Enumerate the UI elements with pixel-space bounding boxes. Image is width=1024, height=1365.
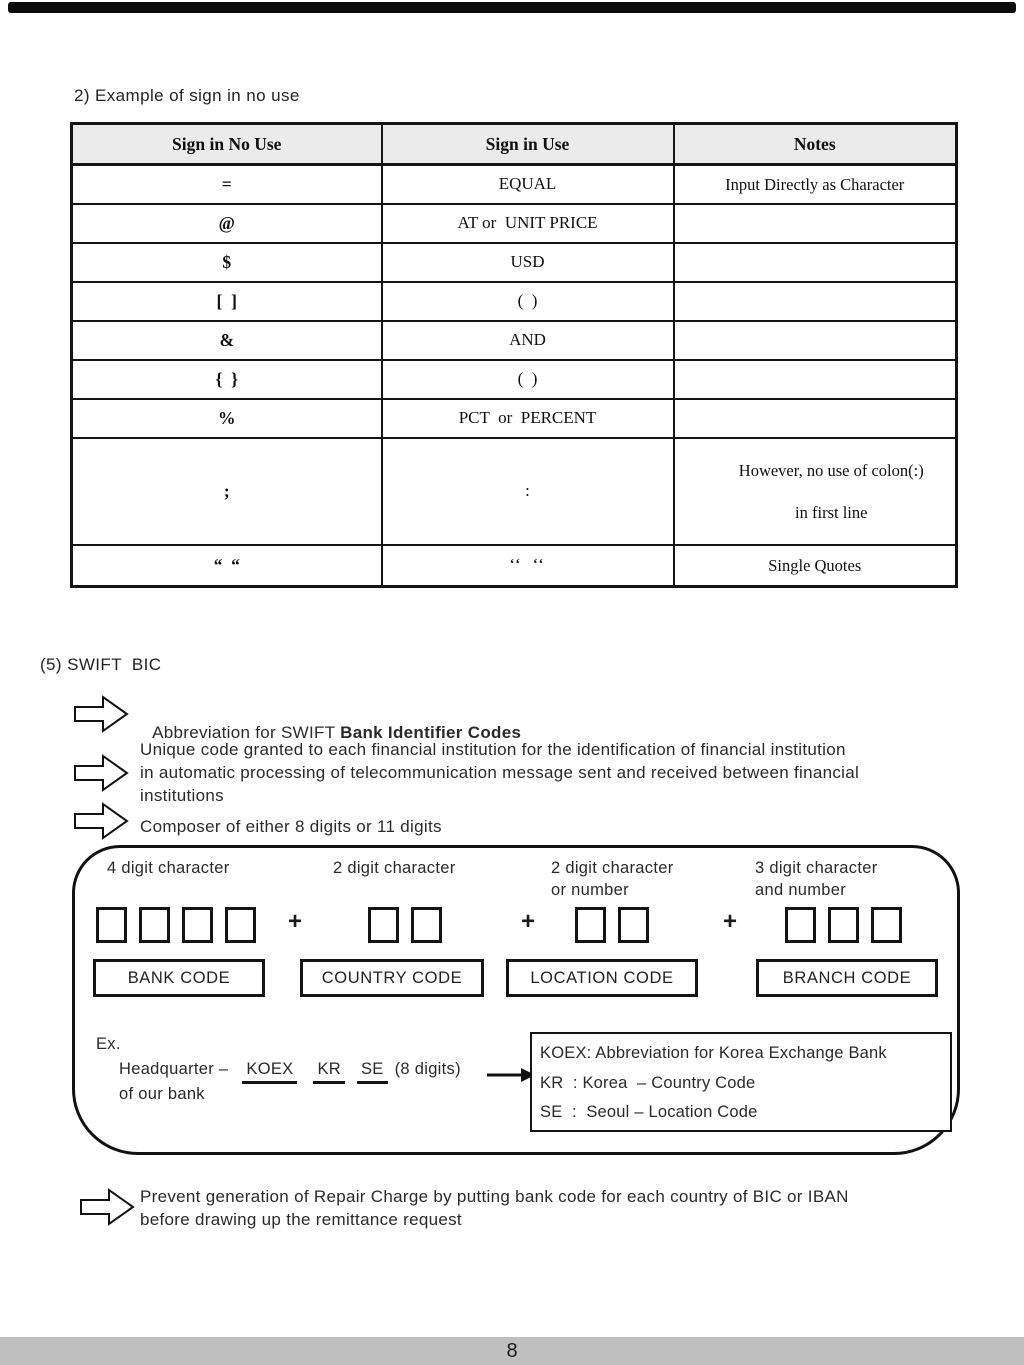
- digit-box: [785, 907, 816, 943]
- example-label: Ex.: [96, 1035, 121, 1053]
- table-row: $ USD: [72, 243, 957, 282]
- group-label-branch-2: and number: [755, 881, 847, 899]
- bullet-repair-charge-line1: Prevent generation of Repair Charge by putting bank code for each country of BIC or IBAN: [140, 1187, 849, 1206]
- digit-box: [871, 907, 902, 943]
- code-koex: KOEX: [242, 1060, 297, 1084]
- digit-box: [182, 907, 213, 943]
- info-se: SE : Seoul – Location Code: [540, 1103, 758, 1121]
- table-row: { } ( ): [72, 360, 957, 399]
- table-header-row: [72, 124, 957, 165]
- bullet-abbreviation: Abbreviation for SWIFT Bank Identifier Codes: [152, 723, 522, 742]
- page-number: 8: [506, 1339, 518, 1362]
- code-se: SE: [357, 1060, 388, 1084]
- col-header-no-use: Sign in No Use: [72, 124, 382, 165]
- col-header-notes: Notes: [674, 124, 957, 165]
- bank-code-box: BANK CODE: [93, 959, 265, 997]
- swift-bic-heading: (5) SWIFT BIC: [40, 655, 162, 674]
- block-arrow-icon: [72, 694, 130, 734]
- code-kr: KR: [313, 1060, 345, 1084]
- footer-bar: [0, 1337, 1024, 1365]
- location-code-box: LOCATION CODE: [506, 959, 698, 997]
- bic-structure-box: [72, 845, 960, 1155]
- digit-box: [575, 907, 606, 943]
- digit-box: [96, 907, 127, 943]
- table-row: [ ] ( ): [72, 282, 957, 321]
- group-label-location-2: or number: [551, 881, 629, 899]
- table-row: “ “ ‘‘ ‘‘ Single Quotes: [72, 545, 957, 587]
- digit-box: [225, 907, 256, 943]
- table-row: ; : However, no use of colon(:) in first line: [72, 438, 957, 545]
- code-explanation-box: [530, 1032, 952, 1132]
- digit-box: [618, 907, 649, 943]
- scan-top-edge: [8, 2, 1016, 13]
- branch-code-box: BRANCH CODE: [756, 959, 938, 997]
- pointer-arrow-icon: [487, 1067, 535, 1083]
- block-arrow-icon: [72, 753, 130, 793]
- table-row: @ AT or UNIT PRICE: [72, 204, 957, 243]
- table-row: % PCT or PERCENT: [72, 399, 957, 438]
- digit-box: [368, 907, 399, 943]
- sign-table-heading: 2) Example of sign in no use: [74, 86, 300, 105]
- plus-sign: +: [723, 908, 738, 935]
- group-label-branch: 3 digit character: [755, 859, 878, 877]
- bullet-repair-charge-line2: before drawing up the remittance request: [140, 1210, 462, 1229]
- sign-conversion-table: [70, 122, 958, 588]
- bullet-unique-code-line1: Unique code granted to each financial institution for the identification of financial institution: [140, 740, 846, 759]
- example-line2: of our bank: [119, 1085, 205, 1103]
- bullet-unique-code-line2: in automatic processing of telecommunication message sent and received between financial: [140, 763, 860, 782]
- digit-box: [411, 907, 442, 943]
- plus-sign: +: [288, 908, 303, 935]
- group-label-country: 2 digit character: [333, 859, 456, 877]
- block-arrow-icon: [72, 801, 130, 841]
- digit-box: [828, 907, 859, 943]
- info-koex: KOEX: Abbreviation for Korea Exchange Bank: [540, 1044, 887, 1062]
- info-kr: KR : Korea – Country Code: [540, 1073, 756, 1092]
- table-row: = EQUAL Input Directly as Character: [72, 165, 957, 204]
- plus-sign: +: [521, 908, 536, 935]
- table-row: & AND: [72, 321, 957, 360]
- example-line1: Headquarter – KOEX KR SE (8 digits): [119, 1060, 461, 1084]
- col-header-in-use: Sign in Use: [382, 124, 674, 165]
- group-label-bank: 4 digit character: [107, 859, 230, 877]
- block-arrow-icon: [78, 1187, 136, 1227]
- bullet-composer: Composer of either 8 digits or 11 digits: [140, 817, 442, 836]
- group-label-location: 2 digit character: [551, 859, 674, 877]
- digit-box: [139, 907, 170, 943]
- country-code-box: COUNTRY CODE: [300, 959, 484, 997]
- bullet-unique-code-line3: institutions: [140, 786, 224, 805]
